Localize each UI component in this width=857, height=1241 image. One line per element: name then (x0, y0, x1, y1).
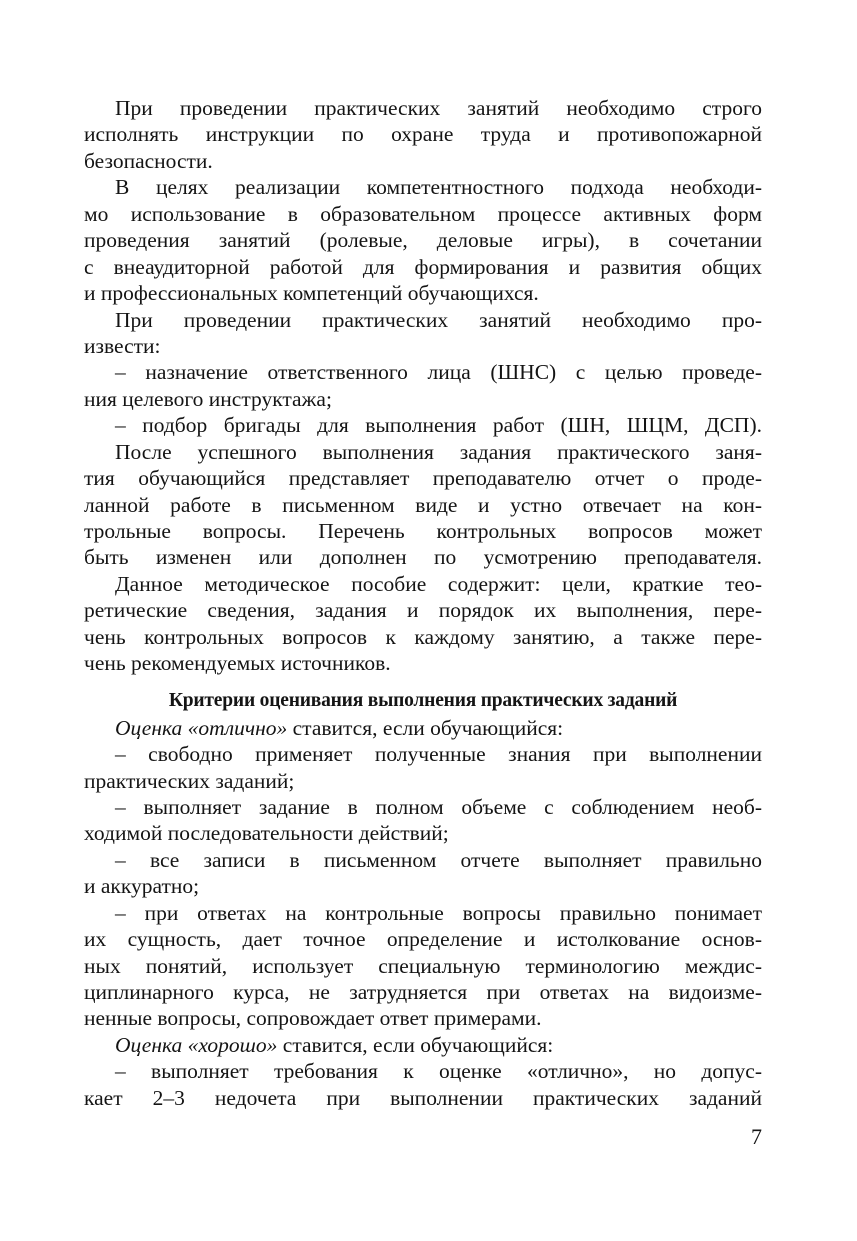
text-line: При проведении практических занятий необходимо строго (115, 96, 762, 120)
text-line: – все записи в письменном отчете выполняет правильно (115, 847, 762, 872)
text-line: Данное методическое пособие содержит: цели, краткие тео- (115, 571, 762, 596)
text-line: тия обучающийся представляет преподавателю отчет о проде- (84, 466, 762, 491)
text-line: с внеаудиторной работой для формирования и развития общих (84, 254, 762, 279)
grade-excellent-intro (84, 715, 762, 741)
text-line: циплинарного курса, не затрудняется при ответах на видоизме- (84, 980, 762, 1004)
text-line: трольные вопросы. Перечень контрольных вопросов может (84, 519, 762, 543)
text-line: безопасности. (84, 148, 213, 173)
text-line: чень рекомендуемых источников. (84, 651, 391, 676)
text-line: – назначение ответственного лица (ШНС) с целью проведе- (115, 360, 762, 385)
text-line: кает 2–3 недочета при выполнении практических заданий (84, 1085, 762, 1110)
text-line: и профессиональных компетенций обучающихся. (84, 281, 539, 306)
text-line: – выполняет требования к оценке «отлично», но допус- (115, 1059, 762, 1084)
page-body (84, 95, 762, 1111)
text-line: ретические сведения, задания и порядок их выполнения, пере- (84, 598, 762, 623)
text-line: проведения занятий (ролевые, деловые игры), в сочетании (84, 228, 762, 253)
text-line: мо использование в образовательном процессе активных форм (84, 201, 762, 226)
text-line: ходимой последовательности действий; (84, 821, 449, 846)
text-line: ланной работе в письменном виде и устно отвечает на кон- (84, 492, 762, 517)
text-line: ния целевого инструктажа; (84, 386, 332, 411)
text-line: В целях реализации компетентностного подхода необходи- (115, 175, 762, 200)
grade-label: Оценка «отлично» (115, 715, 288, 740)
text-line: чень контрольных вопросов к каждому занятию, а также пере- (84, 624, 762, 649)
text-line: извести: (84, 333, 161, 358)
grade-label: Оценка «хорошо» (115, 1032, 278, 1057)
text-line: и аккуратно; (84, 874, 200, 899)
text-line: После успешного выполнения задания практического заня- (115, 439, 762, 464)
section-heading: Критерии оценивания выполнения практических заданий (168, 689, 678, 711)
grade-intro-text: ставится, если обучающийся: (277, 1032, 554, 1057)
text-line: – свободно применяет полученные знания при выполнении (115, 742, 762, 767)
text-line: – при ответах на контрольные вопросы правильно понимает (115, 900, 762, 925)
grade-intro-text: ставится, если обучающийся: (287, 715, 564, 740)
text-line: практических заданий; (84, 768, 295, 793)
text-line: исполнять инструкции по охране труда и противопожарной (84, 122, 762, 147)
text-line: – подбор бригады для выполнения работ (ШН, ШЦМ, ДСП). (115, 413, 762, 438)
text-line: ных понятий, использует специальную терминологию междис- (84, 953, 762, 978)
text-line: При проведении практических занятий необходимо про- (115, 307, 762, 332)
page-number: 7 (751, 1124, 762, 1149)
grade-good-intro (84, 1032, 762, 1058)
text-line: быть изменен или дополнен по усмотрению преподавателя. (84, 545, 762, 570)
text-line: ненные вопросы, сопровождает ответ примерами. (84, 1006, 542, 1031)
text-line: – выполняет задание в полном объеме с соблюдением необ- (115, 794, 762, 819)
text-line: их сущность, дает точное определение и истолкование основ- (84, 927, 762, 952)
